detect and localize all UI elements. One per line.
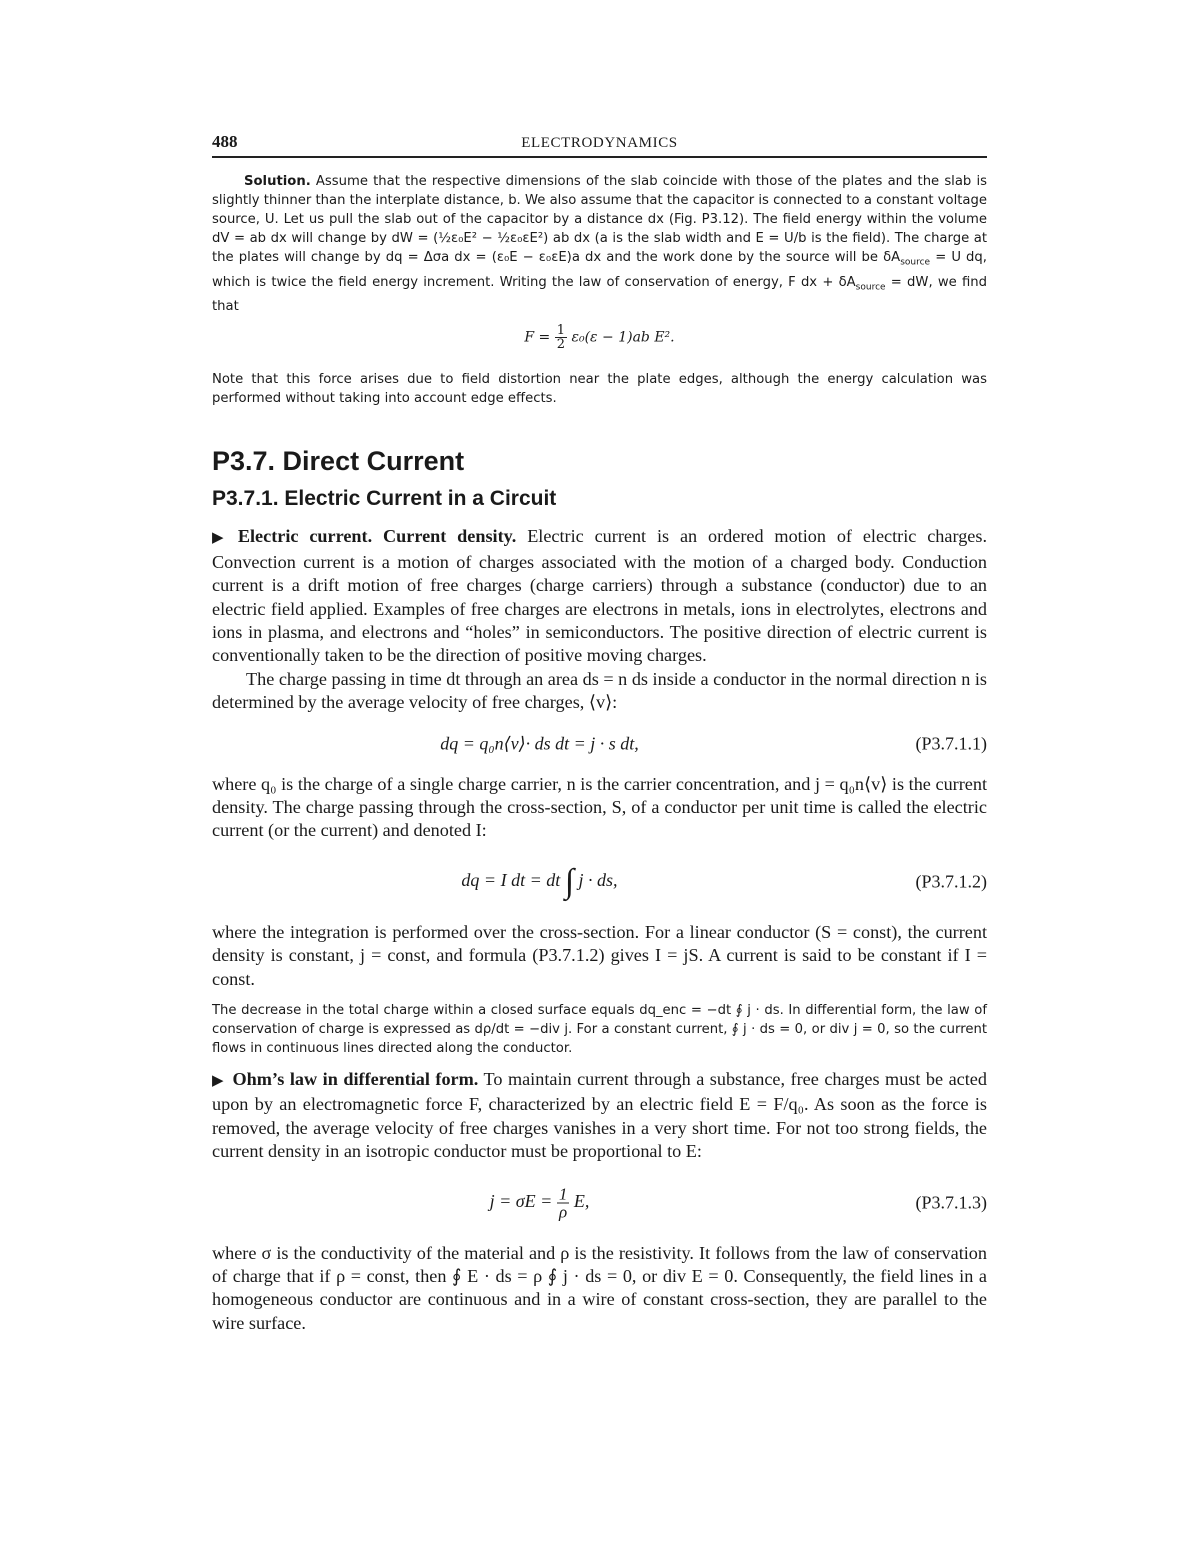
page [212, 132, 987, 1335]
integral-symbol: ∫ [564, 862, 575, 900]
page-number: 488 [212, 132, 238, 151]
equation-3-den: ρ [558, 1202, 568, 1222]
running-head: ELECTRODYNAMICS [521, 135, 678, 151]
equation-3-rhs: E, [573, 1190, 590, 1211]
equation-2-rhs: j · ds, [578, 869, 618, 890]
equation-3-content [212, 1185, 867, 1220]
equation-2-lhs: dq = I dt = dt [461, 869, 561, 890]
paragraph-charge-passing: The charge passing in time dt through an area ds = n ds inside a conductor in the normal direction n is determined by the average velocity of free charges, ⟨v⟩: [212, 668, 987, 713]
equation-2-label: (P3.7.1.2) [915, 871, 987, 892]
triangle-right-icon: ▶ [212, 530, 230, 547]
force-eq-rhs: ε₀(ε − 1)ab E². [571, 329, 675, 346]
paragraph-current-density: where q₀ is the charge of a single charge carrier, n is the carrier concentration, and j = q₀n⟨v⟩ is the current density. The charge passing through the cross-section, S, of a conductor per unit time is called the electric current (or the current) and denoted I: [212, 773, 987, 841]
section-title: P3.7. Direct Current [212, 446, 465, 477]
equation-3-fraction [557, 1185, 570, 1220]
equation-1 [212, 721, 987, 767]
paragraph-ohms-law [212, 1068, 987, 1164]
subsection-title: P3.7.1. Electric Current in a Circuit [212, 487, 557, 511]
force-eq-fraction [555, 324, 567, 351]
solution-paragraph [212, 172, 987, 316]
equation-1-content: dq = q₀n⟨v⟩· ds dt = j · s dt, [440, 733, 639, 754]
note-conservation: The decrease in the total charge within a closed surface equals dq_enc = −dt ∮ j · ds. In differential form, the law of conservation of charge is expressed as dρ/dt = −div j. For a constant current, ∮ j · ds = 0, or div j = 0, so the current flows in continuous lines directed along the conductor. [212, 1002, 987, 1056]
solution-label: Solution. [244, 174, 311, 189]
force-eq-den: 2 [556, 337, 566, 353]
paragraph-5-text: To maintain current through a substance, free charges must be acted upon by an electromagnetic force F, characterized by an electric field E = F/q₀. As soon as the force is removed, the average velocity of free charges vanishes in a very short time. For not too strong fields, the current density in an isotropic conductor must be proportional to E: [212, 1068, 987, 1162]
equation-3 [212, 1170, 987, 1236]
equation-3-label: (P3.7.1.3) [915, 1192, 987, 1213]
paragraph-electric-current [212, 525, 987, 667]
page-header [212, 132, 987, 158]
paragraph-integration: where the integration is performed over the cross-section. For a linear conductor (S = const), the current density is constant, j = const, and formula (P3.7.1.2) gives I = jS. A current is said to be constant if I = const. [212, 921, 987, 989]
paragraph-1-text: Electric current is an ordered motion of electric charges. Convection current is a motion of charges associated with the motion of a charged body. Conduction current is a drift motion of free charges (charge carriers) through a substance (conductor) due to an electric field applied. Examples of free charges are electrons in metals, ions in electrolytes, electrons and ions in plasma, and electrons and “holes” in semiconductors. The positive direction of electric current is conventionally taken to be the direction of positive moving charges. [212, 526, 987, 666]
runin-heading-2: Ohm’s law in differential form. [232, 1068, 479, 1089]
equation-3-lhs: j = σE = [489, 1190, 553, 1211]
equation-2 [212, 849, 987, 915]
solution-note: Note that this force arises due to field distortion near the plate edges, although the energy calculation was performed without taking into account edge effects. [212, 372, 987, 407]
equation-1-label: (P3.7.1.1) [915, 733, 987, 754]
source-subscript-2: source [855, 282, 886, 293]
force-equation [212, 324, 987, 360]
runin-heading-1: Electric current. Current density. [237, 526, 517, 547]
source-subscript: source [900, 257, 931, 268]
equation-3-num: 1 [558, 1184, 568, 1204]
solution-text-3: = dW, we find that [212, 274, 987, 315]
solution-text-1: Assume that the respective dimensions of the slab coincide with those of the plates and the slab is slightly thinner than the interplate distance, b. We also assume that the capacitor is connected to a constant voltage source, U. Let us pull the slab out of the capacitor by a distance dx (Fig. P3.12). The field energy within the volume dV = ab dx will change by dW = (½ε₀E² − ½ε₀εE²) ab dx (a is the slab width and E = U/b is the field). The charge at the plates will change by dq = Δσa dx = (ε₀E − ε₀εE)a dx and the work done by the source will be δA [212, 174, 987, 265]
solution-text-2: = U dq, which is twice the field energy increment. Writing the law of conservation of energy, F dx + δA [212, 250, 987, 290]
force-eq-num: 1 [556, 323, 566, 339]
paragraph-conductivity: where σ is the conductivity of the material and ρ is the resistivity. It follows from the law of conservation of charge that if ρ = const, then ∮ E · ds = ρ ∮ j · ds = 0, or div E = 0. Consequently, the field lines in a homogeneous conductor are continuous and in a wire of constant cross-section, they are parallel to the wire surface. [212, 1242, 987, 1333]
force-eq-lhs: F = [524, 329, 551, 346]
triangle-right-icon-2: ▶ [212, 1072, 225, 1089]
equation-2-content [212, 862, 867, 900]
